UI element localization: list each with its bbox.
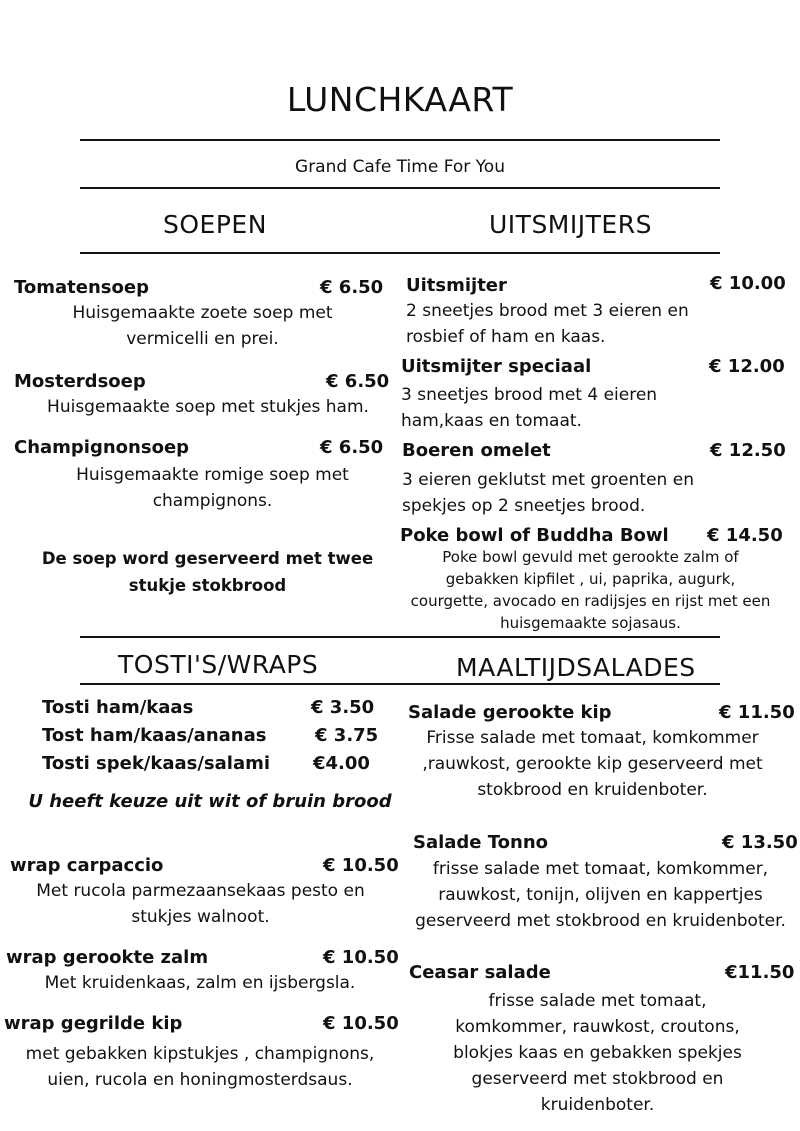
- soep-note: De soep word geserveerd met twee stukje stokbrood: [41, 549, 374, 595]
- menu-item-description: 3 eieren geklutst met groenten en spekjes op 2 sneetjes brood.: [402, 470, 694, 516]
- menu-item-name: Boeren omelet: [402, 440, 551, 461]
- menu-item-name: Tost ham/kaas/ananas: [42, 725, 267, 746]
- menu-item-description: Huisgemaakte zoete soep met vermicelli en prei.: [72, 303, 333, 349]
- menu-item-price: € 11.50: [719, 702, 795, 723]
- divider: [80, 187, 720, 189]
- menu-item-description: Frisse salade met tomaat, komkommer ,rauwkost, gerookte kip geserveerd met stokbrood en kruidenboter.: [422, 728, 763, 800]
- menu-item-name: Uitsmijter: [406, 275, 507, 296]
- menu-item-price: € 13.50: [722, 832, 798, 853]
- menu-item-name: wrap carpaccio: [10, 855, 164, 876]
- section-title-tostis-wraps: TOSTI'S/WRAPS: [118, 650, 319, 679]
- divider: [80, 139, 720, 141]
- menu-title: LUNCHKAART: [286, 80, 514, 119]
- menu-item-description: Poke bowl gevuld met gerookte zalm of gebakken kipfilet , ui, paprika, augurk, courgette, avocado en radijsjes en rijst met een huisgemaakte sojasaus.: [410, 548, 771, 632]
- menu-item-price: € 10.00: [710, 273, 786, 294]
- section-title-soepen: SOEPEN: [163, 210, 267, 239]
- menu-item-price: € 6.50: [326, 371, 390, 392]
- menu-item-name: wrap gegrilde kip: [4, 1013, 183, 1034]
- menu-item-description: Met kruidenkaas, zalm en ijsbergsla.: [44, 973, 356, 993]
- menu-item-name: Poke bowl of Buddha Bowl: [400, 525, 669, 546]
- menu-item-description: met gebakken kipstukjes , champignons, uien, rucola en honingmosterdsaus.: [25, 1044, 375, 1090]
- section-title-maaltijdsalades: MAALTIJDSALADES: [456, 653, 696, 682]
- menu-item-price: € 12.50: [710, 440, 786, 461]
- menu-item-description: 3 sneetjes brood met 4 eieren ham,kaas en tomaat.: [401, 385, 658, 431]
- menu-item-price: € 10.50: [323, 855, 399, 876]
- menu-item-description: Huisgemaakte soep met stukjes ham.: [47, 397, 369, 417]
- menu-item-description: Huisgemaakte romige soep met champignons.: [76, 465, 349, 511]
- menu-item-description: 2 sneetjes brood met 3 eieren en rosbief of ham en kaas.: [406, 301, 689, 347]
- menu-item-name: Ceasar salade: [409, 962, 551, 983]
- divider: [80, 683, 720, 685]
- menu-subtitle: Grand Cafe Time For You: [295, 157, 505, 177]
- divider: [80, 252, 720, 254]
- menu-item-description: Met rucola parmezaansekaas pesto en stukjes walnoot.: [36, 881, 365, 927]
- menu-item-description: frisse salade met tomaat, komkommer, rauwkost, tonijn, olijven en kappertjes geserveerd met stokbrood en kruidenboter.: [415, 859, 786, 931]
- menu-item-price: € 10.50: [323, 1013, 399, 1034]
- menu-item-price: € 3.50: [311, 697, 375, 718]
- menu-item-name: Champignonsoep: [14, 437, 190, 458]
- menu-item-name: Uitsmijter speciaal: [401, 356, 592, 377]
- menu-item-price: € 12.00: [709, 356, 785, 377]
- menu-item-price: € 6.50: [320, 437, 384, 458]
- menu-item-price: €4.00: [313, 753, 370, 774]
- menu-item-price: €11.50: [725, 962, 795, 983]
- menu-item-price: € 6.50: [320, 277, 384, 298]
- section-title-uitsmijters: UITSMIJTERS: [489, 210, 652, 239]
- menu-item-name: Mosterdsoep: [14, 371, 146, 392]
- menu-item-price: € 14.50: [707, 525, 783, 546]
- menu-item-description: frisse salade met tomaat, komkommer, rauwkost, croutons, blokjes kaas en gebakken spekjes geserveerd met stokbrood en kruidenboter.: [453, 991, 742, 1115]
- menu-item-name: Salade gerookte kip: [408, 702, 612, 723]
- tosti-note: U heeft keuze uit wit of bruin brood: [28, 791, 392, 812]
- menu-item-name: Tosti spek/kaas/salami: [42, 753, 271, 774]
- menu-item-price: € 10.50: [323, 947, 399, 968]
- divider: [80, 636, 720, 638]
- menu-item-price: € 3.75: [315, 725, 379, 746]
- menu-item-name: Tomatensoep: [14, 277, 149, 298]
- menu-item-name: Tosti ham/kaas: [42, 697, 194, 718]
- menu-item-name: wrap gerookte zalm: [6, 947, 209, 968]
- menu-item-name: Salade Tonno: [413, 832, 549, 853]
